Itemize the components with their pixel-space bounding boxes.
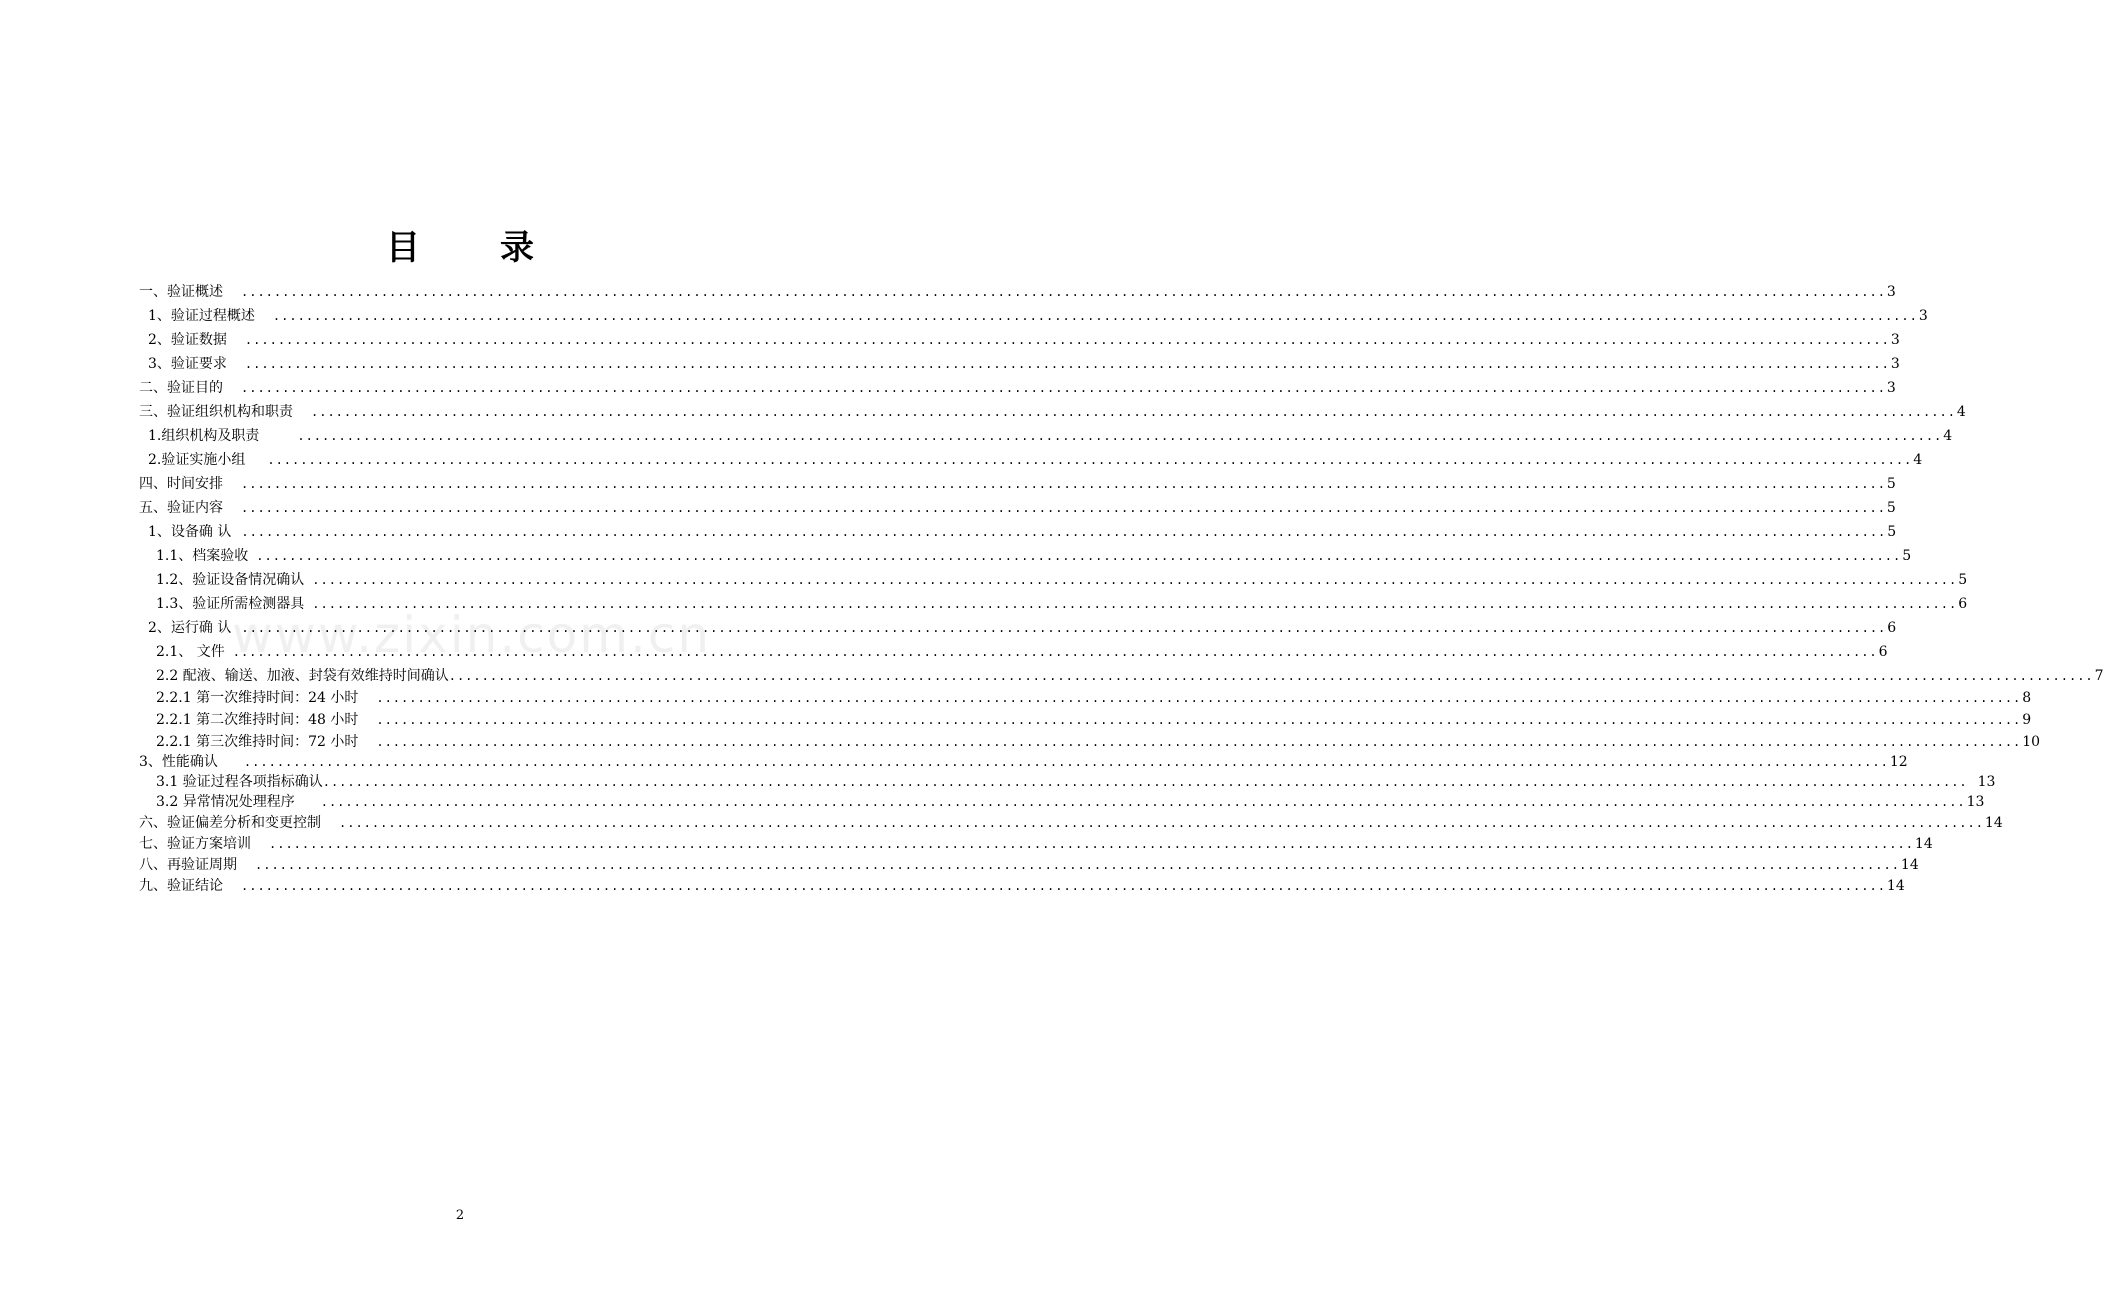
toc-dot-leader: ........................................................................................................................................................................................................ [244, 333, 1890, 347]
toc-entry-label: 2.2.1 第三次维持时间：72 小时 [156, 734, 359, 750]
toc-entry[interactable] [148, 353, 1900, 375]
toc-entry-label: 1.2、验证设备情况确认 [156, 572, 305, 588]
toc-entry[interactable] [156, 593, 1968, 615]
toc-dot-leader: ........................................................................................................................................................................................................ [311, 405, 1956, 419]
toc-entry-page: 3 [1890, 332, 1900, 348]
toc-entry-label: 三、验证组织机构和职责 [139, 404, 293, 420]
toc-entry[interactable] [148, 329, 1900, 351]
toc-entry[interactable] [156, 687, 2032, 709]
toc-entry-page: 5 [1902, 548, 1912, 564]
toc-entry-label: 3、性能确认 [139, 754, 218, 770]
toc-entry-page: 6 [1887, 620, 1897, 636]
toc-entry-page: 3 [1886, 380, 1896, 396]
toc-entry-label: 2.1、 文件 [156, 644, 225, 660]
toc-entry[interactable] [139, 281, 1896, 303]
toc-dot-leader: ........................................................................................................................................................................................................ [312, 597, 1958, 611]
toc-dot-leader: ........................................................................................................................................................................................................ [376, 691, 2022, 705]
toc-entry-page: 7 [2094, 668, 2104, 684]
toc-entry[interactable] [139, 377, 1896, 399]
toc-dot-leader: ........................................................................................................................................................................................................ [241, 501, 1886, 515]
toc-entry[interactable] [139, 875, 1905, 897]
toc-entry[interactable] [139, 812, 2003, 834]
toc-entry-page: 5 [1887, 524, 1897, 540]
toc-entry-page: 13 [1966, 794, 1985, 810]
toc-entry-label: 1.组织机构及职责 [148, 428, 260, 444]
toc-entry-label: 1.1、档案验收 [156, 548, 249, 564]
toc-dot-leader: ........................................................................................................................................................................................................ [241, 525, 1887, 539]
toc-entry-page: 4 [1943, 428, 1953, 444]
toc-dot-leader: ........................................................................................................................................................................................................ [448, 669, 2094, 683]
toc-entry[interactable] [139, 751, 1908, 773]
toc-entry-label: 2.2.1 第二次维持时间：48 小时 [156, 712, 359, 728]
toc-entry[interactable] [156, 791, 1985, 813]
toc-entry-page: 10 [2022, 734, 2041, 750]
toc-entry-page: 12 [1889, 754, 1908, 770]
toc-entry-label: 四、时间安排 [139, 476, 223, 492]
toc-dot-leader: ........................................................................................................................................................................................................ [243, 755, 1889, 769]
toc-dot-leader: ........................................................................................................................................................................................................ [241, 381, 1886, 395]
toc-entry-label: 3、验证要求 [148, 356, 227, 372]
toc-entry[interactable] [139, 401, 1966, 423]
toc-entry[interactable] [156, 771, 1996, 793]
toc-entry-page: 6 [1958, 596, 1968, 612]
toc-entry[interactable] [148, 449, 1923, 471]
toc-dot-leader: ........................................................................................................................................................................................................ [241, 621, 1887, 635]
toc-entry-label: 2.验证实施小组 [148, 452, 246, 468]
toc-entry-label: 八、再验证周期 [139, 857, 237, 873]
toc-entry[interactable] [156, 709, 2032, 731]
toc-entry-label: 六、验证偏差分析和变更控制 [139, 815, 321, 831]
toc-entry-page: 5 [1958, 572, 1968, 588]
toc-entry-page: 9 [2022, 712, 2032, 728]
toc-entry[interactable] [156, 731, 2041, 753]
toc-entry[interactable] [156, 545, 1912, 567]
toc-entry-label: 1、验证过程概述 [148, 308, 255, 324]
toc-entry-label: 1、设备确 认 [148, 524, 232, 540]
toc-entry-label: 1.3、验证所需检测器具 [156, 596, 305, 612]
toc-entry-label: 3.1 验证过程各项指标确认 [156, 774, 323, 790]
toc-entry-page: 8 [2022, 690, 2032, 706]
toc-entry-page: 6 [1878, 644, 1888, 660]
toc-entry-page: 5 [1886, 476, 1896, 492]
toc-entry-label: 2、运行确 认 [148, 620, 232, 636]
toc-entry[interactable] [148, 425, 1953, 447]
toc-dot-leader: ........................................................................................................................................................................................................ [320, 795, 1966, 809]
toc-dot-leader: ........................................................................................................................................................................................................ [272, 309, 1918, 323]
toc-entry-page: 4 [1956, 404, 1966, 420]
toc-entry-page: 3 [1886, 284, 1896, 300]
watermark: www.zixin.com.cn [232, 606, 712, 664]
toc-dot-leader: ........................................................................................................................................................................................................ [244, 357, 1890, 371]
toc-entry-label: 五、验证内容 [139, 500, 223, 516]
toc-entry-label: 二、验证目的 [139, 380, 223, 396]
toc-dot-leader: ........................................................................................................................................................................................................ [339, 816, 1984, 830]
toc-dot-leader: ........................................................................................................................................................................................................ [232, 645, 1878, 659]
toc-dot-leader: ........................................................................................................................................................................................................ [256, 549, 1902, 563]
toc-entry[interactable] [148, 305, 1928, 327]
toc-dot-leader: ........................................................................................................................................................................................................ [322, 775, 1968, 789]
toc-dot-leader: ........................................................................................................................................................................................................ [255, 858, 1900, 872]
page-title-char-1: 目 [386, 227, 420, 268]
page-number: 2 [455, 1208, 465, 1223]
page-title [0, 225, 920, 271]
toc-entry-label: 2.2.1 第一次维持时间：24 小时 [156, 690, 359, 706]
toc-dot-leader: ........................................................................................................................................................................................................ [312, 573, 1958, 587]
toc-entry-label: 七、验证方案培训 [139, 836, 251, 852]
toc-dot-leader: ........................................................................................................................................................................................................ [241, 285, 1886, 299]
toc-entry-page: 3 [1918, 308, 1928, 324]
toc-entry-page: 14 [1886, 878, 1905, 894]
toc-dot-leader: ........................................................................................................................................................................................................ [241, 879, 1886, 893]
toc-entry-label: 2、验证数据 [148, 332, 227, 348]
toc-entry[interactable] [139, 473, 1896, 495]
toc-entry-page: 14 [1984, 815, 2003, 831]
toc-entry-page: 5 [1886, 500, 1896, 516]
toc-entry-page: 13 [1977, 774, 1996, 790]
toc-entry-label: 一、验证概述 [139, 284, 223, 300]
toc-entry[interactable] [139, 833, 1933, 855]
toc-entry-page: 14 [1900, 857, 1919, 873]
toc-entry[interactable] [156, 641, 1888, 663]
toc-entry[interactable] [156, 569, 1968, 591]
toc-entry[interactable] [139, 497, 1896, 519]
toc-entry[interactable] [139, 854, 1919, 876]
toc-entry-label: 九、验证结论 [139, 878, 223, 894]
toc-dot-leader: ........................................................................................................................................................................................................ [267, 453, 1913, 467]
toc-entry-page: 14 [1914, 836, 1933, 852]
page-title-char-2: 录 [500, 227, 534, 268]
toc-entry-label: 3.2 异常情况处理程序 [156, 794, 295, 810]
toc-dot-leader: ........................................................................................................................................................................................................ [241, 477, 1886, 491]
toc-dot-leader: ........................................................................................................................................................................................................ [376, 735, 2022, 749]
toc-entry[interactable] [156, 665, 2104, 687]
toc-entry[interactable] [148, 617, 1897, 639]
toc-dot-leader: ........................................................................................................................................................................................................ [376, 713, 2022, 727]
toc-dot-leader: ........................................................................................................................................................................................................ [297, 429, 1943, 443]
toc-entry-page: 4 [1913, 452, 1923, 468]
toc-entry[interactable] [148, 521, 1897, 543]
toc-entry-label: 2.2 配液、输送、加液、封袋有效维持时间确认 [156, 668, 449, 684]
toc-dot-leader: ........................................................................................................................................................................................................ [269, 837, 1914, 851]
toc-entry-page: 3 [1890, 356, 1900, 372]
